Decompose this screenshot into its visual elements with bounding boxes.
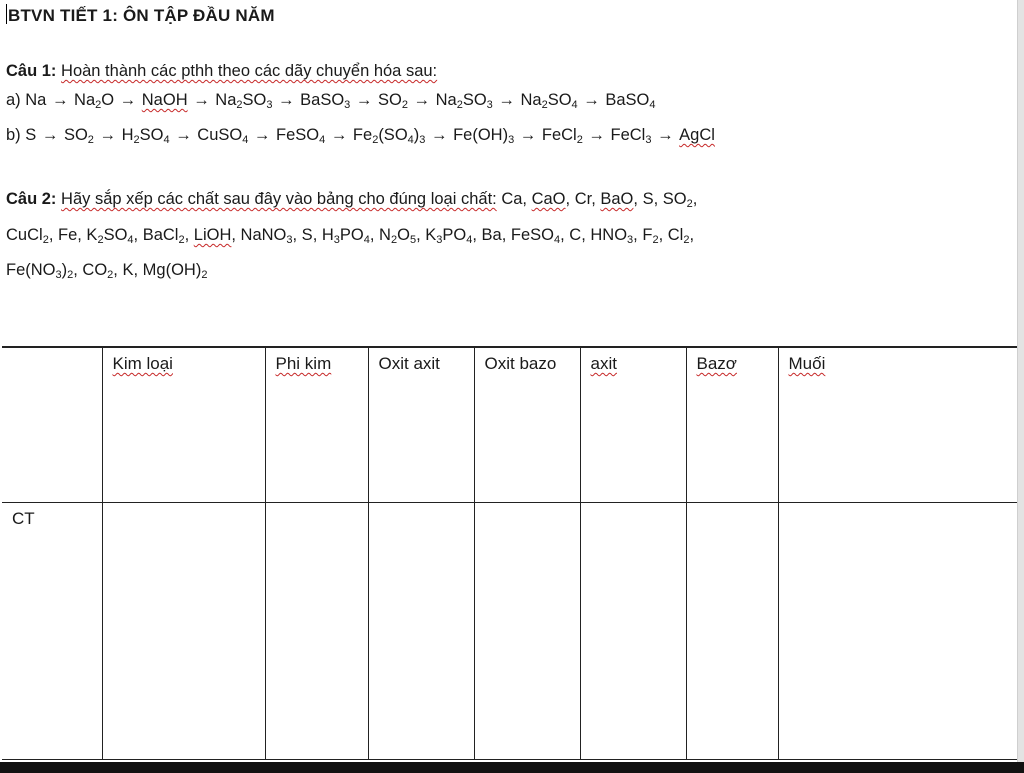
substance: $Fe(NO_3)_2$ (6, 261, 74, 281)
chain-formula: $Na_2O$ (74, 91, 115, 111)
header-muoi: Muối (778, 347, 1017, 502)
arrow-icon: → (188, 91, 215, 109)
chain-formula: $H_2SO_4$ (121, 126, 170, 146)
chain-formula: CuSO$_4$ (197, 126, 249, 146)
header-axit: axit (580, 347, 686, 502)
substance: CaO (531, 190, 566, 208)
arrow-icon: → (426, 126, 453, 144)
substance: LiOH (193, 226, 232, 244)
substance: $H_3PO_4$ (321, 226, 370, 246)
header-kim-loai: Kim loại (102, 347, 265, 502)
substance: $Cl_2$ (667, 226, 690, 246)
substance: FeSO$_4$ (510, 226, 561, 246)
arrow-icon: → (47, 91, 74, 109)
chain-formula: BaSO$_3$ (300, 91, 351, 111)
q2-label: Câu 2: (6, 190, 57, 208)
header-phi-kim: Phi kim (265, 347, 368, 502)
substance: Cr (574, 190, 592, 208)
answer-cell-phi-kim[interactable] (265, 502, 368, 760)
arrow-icon: → (37, 126, 63, 144)
reaction-chain-b (25, 126, 715, 144)
substance: BaCl$_2$ (142, 226, 185, 246)
chain-formula: FeSO$_4$ (276, 126, 326, 146)
answer-cell-muoi[interactable] (778, 502, 1017, 760)
q1-chain-a (6, 91, 655, 110)
answer-cell-bazo[interactable] (686, 502, 778, 760)
table-row-ct (2, 502, 1017, 760)
q1-b-prefix: b) (6, 126, 21, 144)
table-header-row (2, 347, 1017, 502)
substance: NaNO$_3$ (240, 226, 293, 246)
q2-line-3 (6, 261, 207, 280)
table-corner-cell (2, 347, 102, 502)
substance: K (122, 261, 134, 279)
substance: Ca (501, 190, 523, 208)
arrow-icon: → (249, 126, 276, 144)
arrow-icon: → (583, 126, 610, 144)
substance: $K_2SO_4$ (86, 226, 134, 246)
substance: C (569, 226, 582, 244)
chain-formula: NaOH (141, 91, 188, 109)
substance: $N_2O_5$ (379, 226, 417, 246)
substance: $HNO_3$ (590, 226, 634, 246)
classification-table (2, 346, 1017, 760)
substance: S (301, 226, 313, 244)
chain-formula: Na (25, 91, 47, 109)
substance-list-1: Ca, CaO, Cr, BaO, S, $SO_2$, (501, 190, 698, 210)
substance: BaO (600, 190, 634, 208)
header-oxit-axit: Oxit axit (368, 347, 474, 502)
substance-list-2: CuCl$_2$, Fe, $K_2SO_4$, BaCl$_2$, LiOH, NaNO$_3$, S, $H_3PO_4$, $N_2O_5$, $K_3PO_4$, Ba, FeSO$_4$, C, $HNO_3$, $F_2$, $Cl_2$, (6, 226, 695, 246)
answer-cell-oxit-bazo[interactable] (474, 502, 580, 760)
chain-formula: AgCl (679, 126, 715, 144)
arrow-icon: → (515, 126, 541, 144)
arrow-icon: → (115, 91, 141, 109)
answer-cell-kim-loai[interactable] (102, 502, 265, 760)
chain-formula: $Fe(OH)_3$ (453, 126, 515, 146)
substance-list-3: $Fe(NO_3)_2$, $CO_2$, K, $Mg(OH)_2$ (6, 261, 208, 281)
substance: Ba (481, 226, 502, 244)
q2-line-1 (6, 190, 697, 209)
answer-cell-oxit-axit[interactable] (368, 502, 474, 760)
substance: CuCl$_2$ (6, 226, 49, 246)
arrow-icon: → (326, 126, 352, 144)
arrow-icon: → (652, 126, 679, 144)
chain-formula: BaSO$_4$ (605, 91, 656, 111)
arrow-icon: → (493, 91, 520, 109)
arrow-icon: → (351, 91, 377, 109)
chain-formula: FeCl$_2$ (541, 126, 583, 146)
chain-formula: S (25, 126, 37, 144)
q1-prompt: Hoàn thành các pthh theo các dãy chuyển hóa sau: (61, 62, 438, 80)
chain-formula: $Na_2SO_4$ (520, 91, 578, 111)
header-oxit-bazo: Oxit bazo (474, 347, 580, 502)
chain-formula: FeCl$_3$ (610, 126, 652, 146)
substance: Fe (57, 226, 78, 244)
answer-cell-axit[interactable] (580, 502, 686, 760)
arrow-icon: → (94, 126, 121, 144)
q1-heading (6, 62, 437, 81)
chain-formula: $Na_2SO_3$ (435, 91, 493, 111)
bottom-border-bar (0, 762, 1024, 773)
reaction-chain-a (25, 91, 655, 109)
chain-formula: $SO_2$ (63, 126, 94, 146)
q1-a-prefix: a) (6, 91, 21, 109)
scrollbar-edge[interactable] (1017, 0, 1024, 773)
header-bazo: Bazơ (686, 347, 778, 502)
substance: $CO_2$ (82, 261, 114, 281)
q2-prompt: Hãy sắp xếp các chất sau đây vào bảng cho đúng loại chất: (61, 190, 497, 208)
substance: $Mg(OH)_2$ (142, 261, 208, 281)
q1-chain-b (6, 126, 715, 145)
arrow-icon: → (578, 91, 605, 109)
chain-formula: $Na_2SO_3$ (215, 91, 273, 111)
text-cursor (6, 4, 7, 24)
chain-formula: $Fe_2(SO_4)_3$ (352, 126, 426, 146)
q1-label: Câu 1: (6, 62, 57, 80)
arrow-icon: → (273, 91, 300, 109)
substance: $F_2$ (642, 226, 659, 246)
substance: S (642, 190, 654, 208)
substance: $SO_2$ (662, 190, 693, 210)
chain-formula: $SO_2$ (377, 91, 408, 111)
q2-line-2 (6, 226, 694, 245)
row-label-ct: CT (2, 502, 102, 760)
page-title: BTVN TIẾT 1: ÔN TẬP ĐẦU NĂM (8, 6, 275, 25)
substance: $K_3PO_4$ (425, 226, 473, 246)
arrow-icon: → (170, 126, 197, 144)
arrow-icon: → (408, 91, 435, 109)
